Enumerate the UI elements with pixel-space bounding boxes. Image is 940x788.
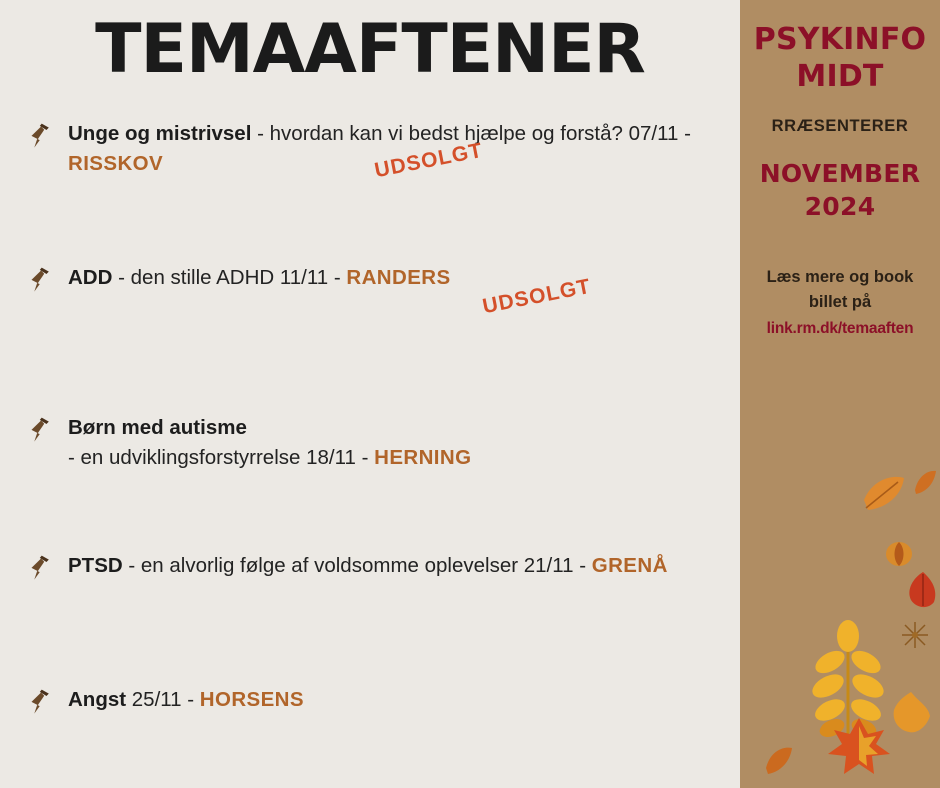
date-block	[740, 158, 940, 223]
event-title: Børn med autisme	[68, 416, 247, 440]
brand-name	[740, 22, 940, 95]
month-label: NOVEMBER	[759, 159, 921, 189]
event-text	[68, 551, 740, 580]
status-badge: UDSOLGT	[372, 139, 485, 183]
event-place: RISSKOV	[68, 151, 164, 175]
event-place: GRENÅ	[591, 554, 668, 578]
event-list	[0, 119, 740, 773]
event-title: Angst	[68, 688, 127, 712]
leaf-icon	[888, 690, 934, 741]
sidebar	[740, 0, 940, 788]
event-description: - hvordan kan vi bedst hjælpe og forstå? 07/11 -	[251, 122, 691, 146]
list-item[interactable]	[26, 685, 740, 773]
pushpin-icon	[26, 687, 56, 717]
event-description: - den stille ADHD 11/11 -	[112, 266, 347, 290]
event-place: HERNING	[374, 445, 472, 469]
event-place: HORSENS	[199, 688, 304, 712]
leaf-icon	[912, 468, 938, 501]
list-item[interactable]	[26, 263, 740, 351]
event-text	[68, 263, 740, 292]
year-label: 2024	[804, 191, 876, 221]
event-title: PTSD	[68, 554, 123, 578]
brand-line-1: PSYKINFO	[753, 22, 927, 57]
booking-line-2: billet på	[808, 292, 872, 311]
brand-line-2: MIDT	[796, 58, 884, 94]
list-item[interactable]	[26, 413, 740, 501]
list-item[interactable]	[26, 119, 740, 207]
presents-label: RRÆSENTERER	[771, 117, 909, 136]
leaf-icon	[900, 620, 930, 655]
event-text	[68, 685, 740, 714]
booking-info	[740, 265, 940, 340]
event-description: 25/11 -	[126, 688, 200, 712]
event-place: RANDERS	[346, 266, 451, 290]
leaf-icon	[904, 570, 940, 615]
event-title: Unge og mistrivsel	[68, 122, 252, 146]
status-badge: UDSOLGT	[480, 275, 593, 319]
event-title: ADD	[68, 266, 113, 290]
list-item[interactable]	[26, 551, 740, 639]
event-description: - en udviklingsforstyrrelse 18/11 -	[68, 445, 375, 469]
event-text	[68, 413, 740, 471]
page-title: TEMAAFTENER	[95, 10, 645, 89]
event-description: - en alvorlig følge af voldsomme oplevelser 21/11 -	[122, 554, 592, 578]
pushpin-icon	[26, 265, 56, 295]
leaf-icon	[762, 742, 796, 781]
leaf-icon	[824, 714, 894, 787]
leaf-icon	[858, 470, 908, 519]
booking-link[interactable]: link.rm.dk/temaaften	[766, 319, 914, 337]
pushpin-icon	[26, 121, 56, 151]
pushpin-icon	[26, 415, 56, 445]
pushpin-icon	[26, 553, 56, 583]
booking-line-1: Læs mere og book	[766, 268, 914, 287]
